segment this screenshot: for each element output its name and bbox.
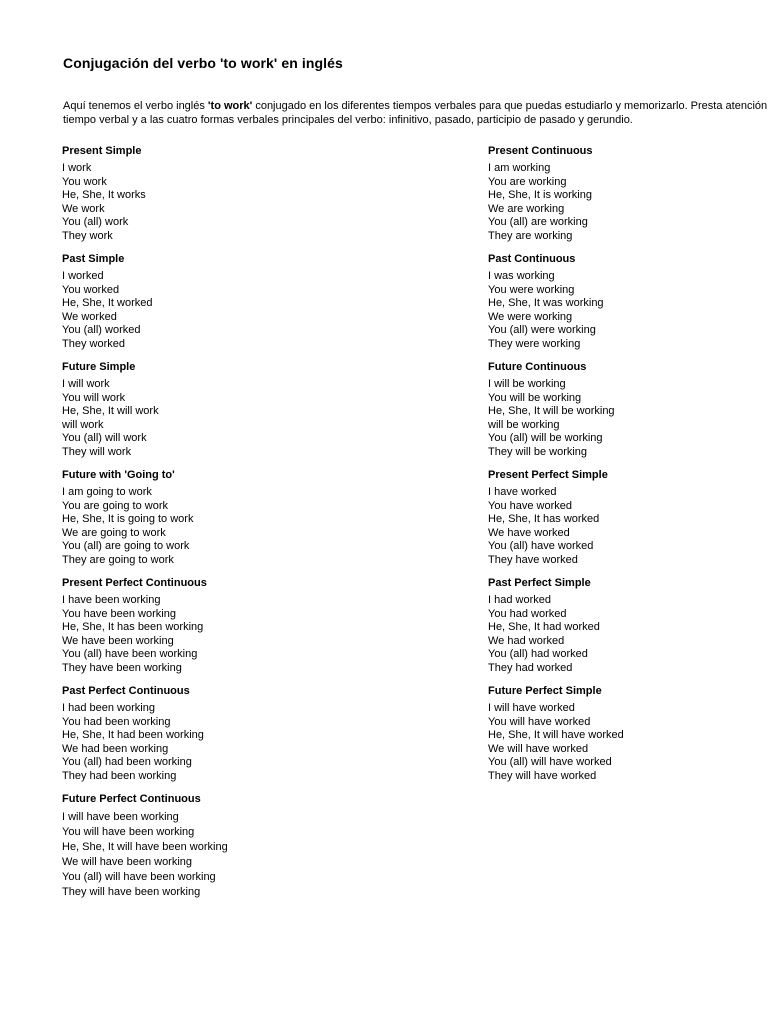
conjugation-form: You will have been working bbox=[62, 826, 195, 838]
conjugation-form: He, She, It had been working bbox=[62, 729, 204, 741]
conjugation-form: You work bbox=[62, 175, 107, 188]
conjugation-form: They will have been working bbox=[62, 886, 201, 898]
conjugation-form: We are going to work bbox=[62, 526, 166, 539]
conjugation-form: They had been working bbox=[62, 769, 177, 782]
conjugation-form: We will have been working bbox=[62, 856, 193, 868]
conjugation-form: They had worked bbox=[488, 661, 573, 674]
conjugation-form: You will have worked bbox=[488, 715, 591, 728]
conjugation-form: They worked bbox=[62, 337, 125, 350]
conjugation-form: You were working bbox=[488, 283, 575, 296]
conjugation-form: They will have worked bbox=[488, 769, 597, 782]
conjugation-form: They will work bbox=[62, 445, 132, 458]
conjugation-form: He, She, It will have been working bbox=[62, 841, 228, 853]
conjugation-form: He, She, It has been working bbox=[62, 621, 204, 633]
conjugation-form: They were working bbox=[488, 337, 581, 350]
page-title: Conjugación del verbo 'to work' en inglés bbox=[63, 55, 343, 71]
conjugation-form: I had worked bbox=[488, 594, 551, 606]
conjugation-form: I worked bbox=[62, 270, 104, 282]
tense-section-future-simple bbox=[62, 360, 342, 459]
conjugation-form: I have worked bbox=[488, 486, 557, 498]
intro-verb: 'to work' bbox=[207, 100, 253, 112]
conjugation-form: He, She, It is working bbox=[488, 189, 592, 201]
conjugation-form: They have worked bbox=[488, 553, 578, 566]
tense-section-future-perfect-simple bbox=[488, 684, 768, 783]
conjugation-form: We work bbox=[62, 202, 105, 215]
tense-section-future-continuous bbox=[488, 360, 768, 459]
tense-heading: Future Perfect Continuous bbox=[62, 793, 201, 805]
intro-text-part1: Aquí tenemos el verbo inglés bbox=[63, 100, 208, 112]
conjugation-form: I will have been working bbox=[62, 811, 179, 823]
conjugation-form: You are going to work bbox=[62, 499, 168, 512]
conjugation-form: He, She, It was working bbox=[488, 297, 604, 309]
tense-heading: Past Simple bbox=[62, 253, 125, 265]
conjugation-form: We are working bbox=[488, 202, 565, 215]
tense-section-present-perfect-continuous bbox=[62, 576, 342, 675]
conjugation-form: We were working bbox=[488, 310, 573, 323]
conjugation-form: will work bbox=[62, 418, 104, 431]
conjugation-form: will be working bbox=[488, 418, 560, 431]
conjugation-form: I am working bbox=[488, 162, 551, 174]
conjugation-form: We have been working bbox=[62, 634, 174, 647]
conjugation-form: We had worked bbox=[488, 634, 565, 647]
conjugation-form: He, She, It will have worked bbox=[488, 729, 624, 741]
tense-heading: Future Perfect Simple bbox=[488, 685, 602, 697]
tense-section-present-perfect-simple bbox=[488, 468, 768, 567]
conjugation-form: You have worked bbox=[488, 499, 572, 512]
conjugation-form: They are working bbox=[488, 229, 573, 242]
intro-line-2: tiempo verbal y a las cuatro formas verbales principales del verbo: infinitivo, pasado, participio de pasado y gerundio. bbox=[63, 114, 633, 126]
tense-heading: Present Continuous bbox=[488, 145, 593, 157]
conjugation-form: You (all) have worked bbox=[488, 540, 594, 552]
conjugation-form: He, She, It will work bbox=[62, 405, 159, 417]
tense-heading: Past Perfect Continuous bbox=[62, 685, 190, 697]
tense-section-future-perfect-continuous bbox=[62, 792, 342, 900]
conjugation-form: He, She, It will be working bbox=[488, 405, 615, 417]
tense-section-past-perfect-simple bbox=[488, 576, 768, 675]
tense-heading: Past Perfect Simple bbox=[488, 577, 591, 589]
conjugation-form: You (all) had worked bbox=[488, 648, 588, 660]
conjugation-form: You (all) work bbox=[62, 216, 129, 228]
conjugation-form: We have worked bbox=[488, 526, 570, 539]
conjugation-form: You (all) will work bbox=[62, 432, 147, 444]
conjugation-form: You will be working bbox=[488, 391, 582, 404]
tense-heading: Past Continuous bbox=[488, 253, 576, 265]
intro-line-1 bbox=[63, 99, 767, 113]
conjugation-form: He, She, It worked bbox=[62, 297, 153, 309]
tense-section-past-perfect-continuous bbox=[62, 684, 342, 783]
conjugation-form: You (all) will have worked bbox=[488, 756, 612, 768]
conjugation-form: You (all) are going to work bbox=[62, 540, 190, 552]
conjugation-form: You (all) were working bbox=[488, 324, 596, 336]
tense-heading: Present Simple bbox=[62, 145, 142, 157]
conjugation-form: I have been working bbox=[62, 594, 161, 606]
conjugation-form: You will work bbox=[62, 391, 126, 404]
conjugation-form: You (all) had been working bbox=[62, 756, 192, 768]
tense-section-present-continuous bbox=[488, 144, 768, 243]
tense-heading: Future with 'Going to' bbox=[62, 469, 175, 481]
conjugation-form: You have been working bbox=[62, 607, 176, 620]
conjugation-form: You had worked bbox=[488, 607, 567, 620]
conjugation-form: You (all) worked bbox=[62, 324, 141, 336]
conjugation-form: He, She, It is going to work bbox=[62, 513, 194, 525]
tense-section-past-simple bbox=[62, 252, 342, 351]
conjugation-form: We had been working bbox=[62, 742, 169, 755]
tense-section-future-with-going-to bbox=[62, 468, 342, 567]
conjugation-form: I had been working bbox=[62, 702, 155, 714]
conjugation-form: They will be working bbox=[488, 445, 588, 458]
conjugation-form: He, She, It had worked bbox=[488, 621, 600, 633]
conjugation-form: We will have worked bbox=[488, 742, 589, 755]
tense-heading: Future Simple bbox=[62, 361, 136, 373]
conjugation-form: He, She, It has worked bbox=[488, 513, 600, 525]
conjugation-form: You are working bbox=[488, 175, 567, 188]
tense-heading: Present Perfect Simple bbox=[488, 469, 608, 481]
conjugation-form: You (all) have been working bbox=[62, 648, 198, 660]
conjugation-form: You had been working bbox=[62, 715, 171, 728]
conjugation-form: You (all) will be working bbox=[488, 432, 603, 444]
intro-text-part2: conjugado en los diferentes tiempos verbales para que puedas estudiarlo y memorizarlo. Presta atención bbox=[252, 100, 768, 112]
conjugation-form: They are going to work bbox=[62, 553, 174, 566]
tense-section-past-continuous bbox=[488, 252, 768, 351]
conjugation-form: You (all) are working bbox=[488, 216, 588, 228]
conjugation-form: I will work bbox=[62, 378, 110, 390]
conjugation-form: I am going to work bbox=[62, 486, 152, 498]
tense-heading: Future Continuous bbox=[488, 361, 587, 373]
conjugation-form: You (all) will have been working bbox=[62, 871, 216, 883]
conjugation-form: We worked bbox=[62, 310, 117, 323]
intro-paragraph bbox=[63, 99, 767, 127]
conjugation-form: I work bbox=[62, 162, 92, 174]
conjugation-form: I was working bbox=[488, 270, 555, 282]
conjugation-form: I will be working bbox=[488, 378, 566, 390]
tense-heading: Present Perfect Continuous bbox=[62, 577, 207, 589]
conjugation-form: I will have worked bbox=[488, 702, 575, 714]
conjugation-form: They work bbox=[62, 229, 113, 242]
tense-section-present-simple bbox=[62, 144, 342, 243]
conjugation-form: You worked bbox=[62, 283, 120, 296]
conjugation-form: They have been working bbox=[62, 661, 182, 674]
conjugation-form: He, She, It works bbox=[62, 189, 146, 201]
